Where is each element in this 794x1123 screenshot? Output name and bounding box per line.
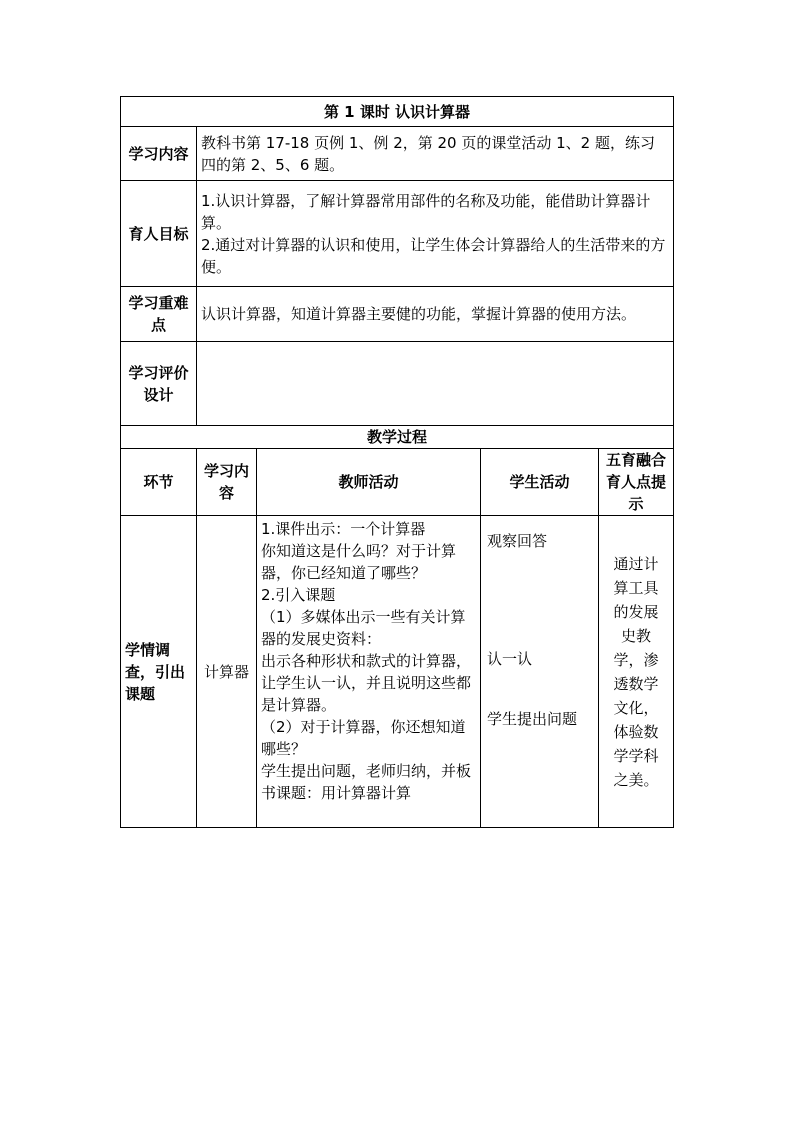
goal-cell [197, 181, 674, 287]
teacher-step: 1.课件出示：一个计算器 [261, 520, 426, 538]
goal-item-1: 1.认识计算器，了解计算器常用部件的名称及功能，能借助计算器计算。 [201, 191, 651, 232]
teacher-step: 学生提出问题，老师归纳，并板书课题：用计算器计算 [261, 762, 472, 802]
teacher-step: （2）对于计算器，你还想知道哪些？ [261, 718, 466, 758]
key-points-text: 认识计算器，知道计算器主要健的功能，掌握计算器的使用方法。 [197, 287, 674, 342]
hint-cell: 通过计算工具的发展史教学，渗透数学文化，体验数学学科之美。 [599, 516, 674, 828]
header-stage: 环节 [121, 449, 197, 516]
student-activity-cell [481, 516, 599, 828]
student-activity-item: 观察回答 [487, 532, 548, 550]
goal-item-2: 2.通过对计算器的认识和使用，让学生体会计算器给人的生活带来的方便。 [201, 235, 666, 276]
goal-label: 育人目标 [121, 181, 197, 287]
key-points-label: 学习重难点 [121, 287, 197, 342]
lesson-title: 第 1 课时 认识计算器 [121, 97, 674, 127]
header-hint: 五育融合育人点提示 [599, 449, 674, 516]
header-student: 学生活动 [481, 449, 599, 516]
header-teacher: 教师活动 [257, 449, 481, 516]
teacher-step: 2.引入课题 [261, 586, 336, 604]
content-label: 学习内容 [121, 127, 197, 181]
teacher-step: 你知道这是什么吗？对于计算器，你已经知道了哪些？ [261, 542, 457, 582]
teacher-step: 出示各种形状和款式的计算器，让学生认一认，并且说明这些都是计算器。 [261, 652, 472, 714]
student-activity-item: 认一认 [487, 650, 533, 668]
stage-cell: 学情调查，引出课题 [121, 516, 197, 828]
process-title: 教学过程 [121, 426, 674, 449]
content-text: 教科书第 17-18 页例 1、例 2，第 20 页的课堂活动 1、2 题，练习四的第 2、5、6 题。 [197, 127, 674, 181]
evaluation-label: 学习评价设计 [121, 342, 197, 426]
student-activity-item: 学生提出问题 [487, 710, 578, 728]
lesson-plan-table [120, 96, 674, 828]
evaluation-text [197, 342, 674, 426]
teacher-step: （1）多媒体出示一些有关计算器的发展史资料： [261, 608, 466, 648]
content-cell: 计算器 [197, 516, 257, 828]
teacher-activity-cell [257, 516, 481, 828]
header-content: 学习内容 [197, 449, 257, 516]
